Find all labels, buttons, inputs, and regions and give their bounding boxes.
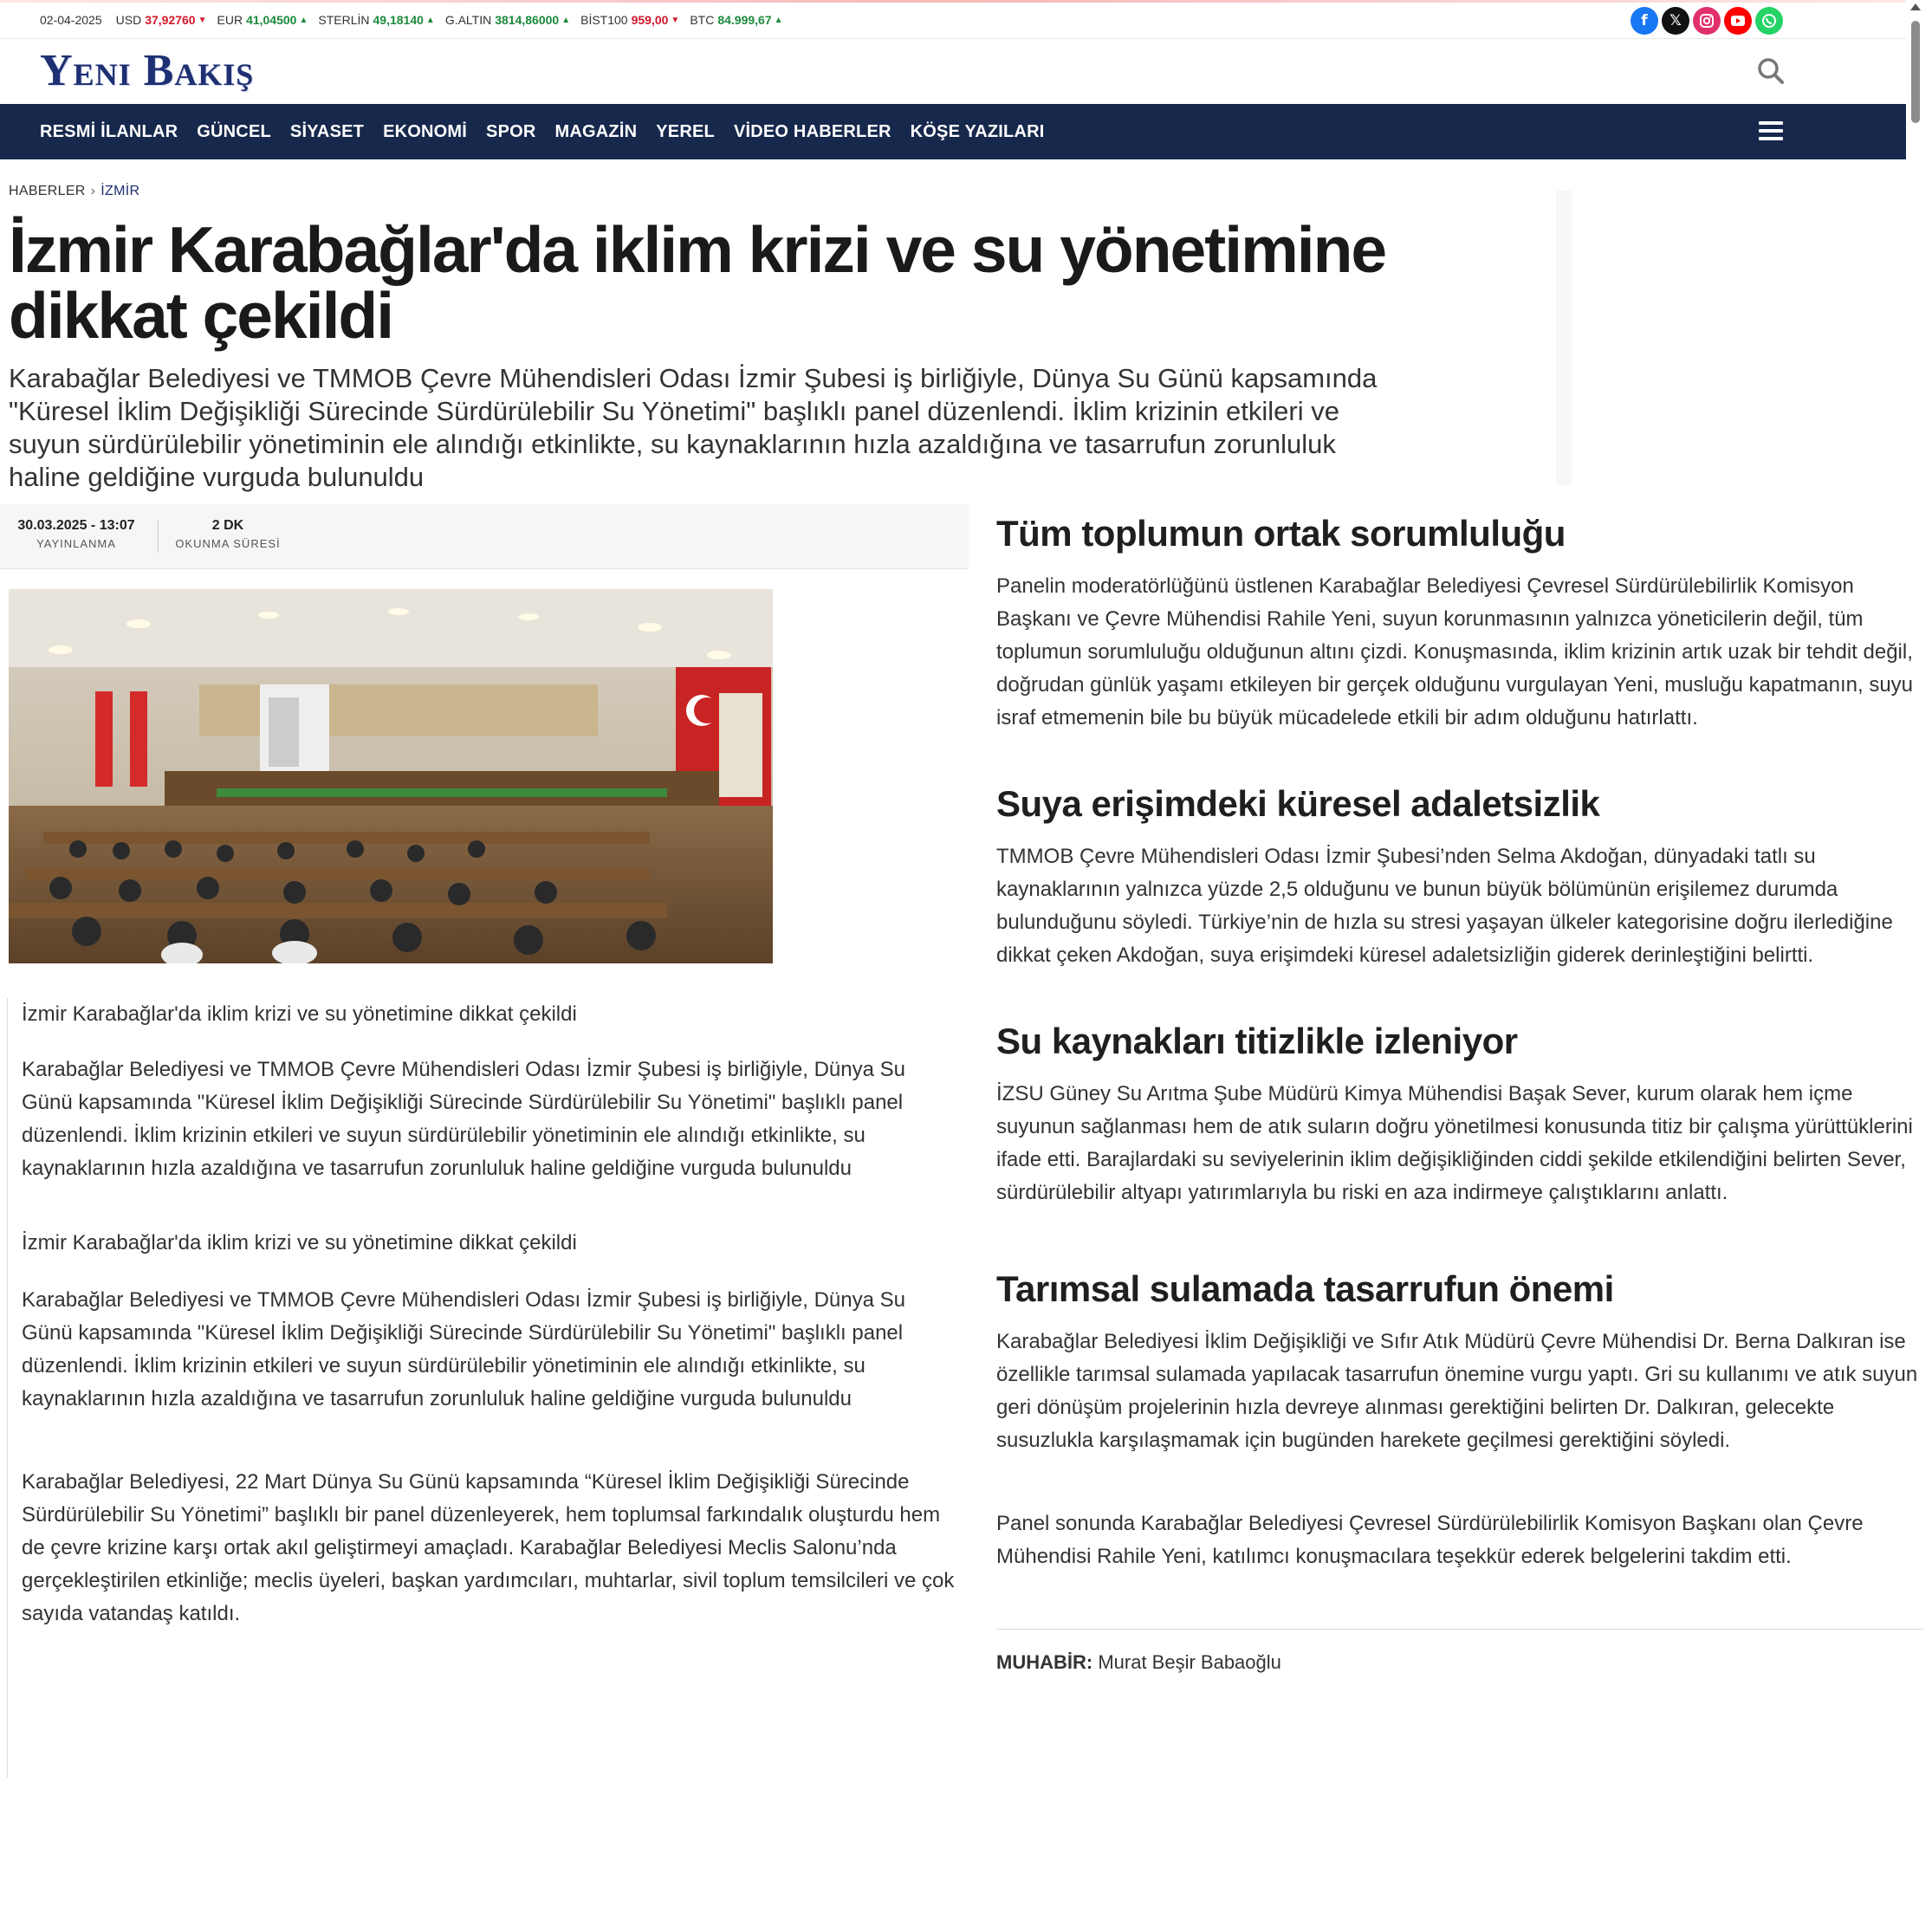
author-divider [996, 1629, 1923, 1630]
arrow-up-icon: ▲ [774, 15, 783, 25]
article-body-left [7, 998, 959, 1778]
reading-time: 2 DK OKUNMA SÜRESİ [175, 518, 281, 550]
instagram-icon[interactable] [1693, 7, 1721, 35]
article-photo[interactable] [9, 589, 773, 963]
body-paragraph: Karabağlar Belediyesi ve TMMOB Çevre Mühendisleri Odası İzmir Şubesi iş birliğiyle, Dünya Su Günü kapsamında "Küresel İklim Değişikliği Sürecinde Sürdürülebilir Su Yönetimi" başlıklı panel düzenlendi. İklim krizinin etkileri ve suyun sürdürülebilir yönetiminin ele alındığı etkinlikte, su kaynaklarının hızla azaldığına ve tasarrufun zorunluluk haline geldiğine vurguda bulunuldu [22, 1058, 905, 1180]
ticker-item-eur[interactable]: EUR 41,04500 ▲ [217, 13, 308, 27]
body-paragraph: Karabağlar Belediyesi, 22 Mart Dünya Su Günü kapsamında “Küresel İklim Değişikliği Sürecinde Sürdürülebilir Su Yönetimi” başlıklı bir panel düzenleyerek, hem toplumsal farkındalık oluşturdu hem de çevre krizine karşı ortak akıl geliştirmeyi amaçladı. Karabağlar Belediyesi Meclis Salonu’nda gerçekleştirilen etkinliğe; meclis üyeleri, başkan yardımcıları, muhtarlar, sivil toplum temsilcileri ve çok sayıda vatandaş katıldı. [22, 1470, 955, 1625]
ticker-item-galtin[interactable]: G.ALTIN 3814,86000 ▲ [444, 13, 571, 27]
meta-divider [158, 520, 159, 553]
body-paragraph: Karabağlar Belediyesi ve TMMOB Çevre Mühendisleri Odası İzmir Şubesi iş birliğiyle, Dünya Su Günü kapsamında "Küresel İklim Değişikliği Sürecinde Sürdürülebilir Su Yönetimi" başlıklı panel düzenlendi. İklim krizinin etkileri ve suyun sürdürülebilir yönetiminin ele alındığı etkinlikte, su kaynaklarının hızla azaldığına ve tasarrufun zorunluluk haline geldiğine vurguda bulunuldu [22, 1288, 905, 1410]
ticker-item-bist100[interactable]: BİST100 959,00 ▼ [580, 13, 680, 27]
nav-item-ekonomi[interactable]: EKONOMİ [383, 121, 468, 141]
arrow-up-icon: ▲ [299, 15, 308, 25]
author-label: MUHABİR: [996, 1651, 1093, 1673]
whatsapp-icon[interactable] [1755, 7, 1783, 35]
facebook-icon[interactable]: f [1631, 7, 1658, 35]
chevron-right-icon: › [90, 184, 96, 198]
nav-item-kose-yazilari[interactable]: KÖŞE YAZILARI [910, 121, 1045, 141]
breadcrumb-current[interactable]: İZMİR [100, 184, 140, 198]
body-paragraph: İzmir Karabağlar'da iklim krizi ve su yönetimine dikkat çekildi [22, 1231, 577, 1255]
closing-paragraph: Panel sonunda Karabağlar Belediyesi Çevresel Sürdürülebilirlik Komisyon Başkanı olan Çevre Mühendisi Rahile Yeni, katılımcı konuşmacılara teşekkür ederek belgelerini takdim etti. [996, 1512, 1864, 1568]
breadcrumb-home[interactable]: HABERLER [9, 184, 86, 198]
section-heading: Suya erişimdeki küresel adaletsizlik [996, 783, 1600, 824]
nav-item-yerel[interactable]: YEREL [656, 121, 715, 141]
arrow-down-icon: ▼ [198, 15, 207, 25]
arrow-up-icon: ▲ [425, 15, 435, 25]
site-logo[interactable]: Yeni Bakış [40, 46, 255, 95]
article-lead: Karabağlar Belediyesi ve TMMOB Çevre Mühendisleri Odası İzmir Şubesi iş birliğiyle, Dünya Su Günü kapsamında "Küresel İklim Değişikliği Sürecinde Sürdürülebilir Su Yönetimi" başlıklı panel düzenlendi. İklim krizinin etkileri ve suyun sürdürülebilir yönetiminin ele alındığı etkinlikte, su kaynaklarının hızla azaldığına ve tasarrufun zorunluluk haline geldiğine vurguda bulunuldu [9, 363, 1378, 492]
ticker-item-btc[interactable]: BTC 84.999,67 ▲ [690, 13, 783, 27]
ticker-item-usd[interactable]: USD 37,92760 ▼ [115, 13, 207, 27]
section-paragraph: TMMOB Çevre Mühendisleri Odası İzmir Şubesi’nden Selma Akdoğan, dünyadaki tatlı su kaynaklarının yalnızca yüzde 2,5 olduğunu ve bunun büyük bölümünün erişilemez durumda bulunduğunu söyledi. Türkiye’nin de hızla su stresi yaşayan ülkeler kategorisine doğru ilerlediğine dikkat çeken Akdoğan, suya erişimdeki küresel adaletsizliğin giderek derinleştiğini belirtti. [996, 845, 1893, 967]
published-date: 30.03.2025 - 13:07 YAYINLANMA [17, 518, 135, 550]
section-heading: Tarımsal sulamada tasarrufun önemi [996, 1268, 1614, 1309]
search-icon[interactable] [1754, 54, 1788, 88]
section-heading: Tüm toplumun ortak sorumluluğu [996, 513, 1566, 554]
ticker-item-sterlin[interactable]: STERLİN 49,18140 ▲ [318, 13, 435, 27]
breadcrumb [9, 184, 139, 199]
nav-item-resmi-ilanlar[interactable]: RESMİ İLANLAR [40, 121, 178, 141]
section-paragraph: İZSU Güney Su Arıtma Şube Müdürü Kimya Mühendisi Başak Sever, kurum olarak hem içme suyunun sağlanması hem de atık suların doğru yönetilmesi konusunda titiz bir çalışma yürüttüklerini ifade etti. Barajlardaki su seviyelerinin iklim değişikliğinden ciddi şekilde etkilendiğini belirten Sever, sürdürülebilir altyapı yatırımlarıyla bu riski en aza indirmeye çalıştıklarını anlattı. [996, 1082, 1913, 1204]
author-name[interactable]: Murat Beşir Babaoğlu [1098, 1651, 1281, 1673]
main-navigation [0, 104, 1906, 159]
arrow-up-icon: ▲ [561, 15, 571, 25]
market-ticker [40, 10, 794, 29]
body-paragraph: İzmir Karabağlar'da iklim krizi ve su yönetimine dikkat çekildi [22, 1002, 577, 1026]
nav-item-spor[interactable]: SPOR [486, 121, 536, 141]
youtube-icon[interactable] [1724, 7, 1752, 35]
hamburger-menu-icon[interactable] [1759, 121, 1783, 142]
author-credit [996, 1651, 1281, 1674]
x-icon[interactable]: 𝕏 [1662, 7, 1689, 35]
conference-hall-image [9, 589, 773, 963]
scroll-up-arrow-icon[interactable] [1910, 3, 1921, 10]
top-accent-line [0, 0, 1906, 3]
arrow-down-icon: ▼ [671, 15, 680, 25]
article-title: İzmir Karabağlar'da iklim krizi ve su yönetimine dikkat çekildi [9, 213, 1386, 352]
scrollbar-thumb[interactable] [1911, 21, 1920, 123]
section-paragraph: Karabağlar Belediyesi İklim Değişikliği ve Sıfır Atık Müdürü Çevre Mühendisi Dr. Berna Dalkıran ise özellikle tarımsal sulamada yapılacak tasarrufun önemine vurgu yaptı. Gri su kullanımı ve atık suyun geri dönüşüm projelerinin hızla devreye alınması gerektiğini belirten Dr. Dalkıran, gelecekte susuzlukla karşılaşmamak için bugünden harekete geçilmesi gerektiğini söyledi. [996, 1330, 1918, 1452]
section-heading: Su kaynakları titizlikle izleniyor [996, 1021, 1518, 1061]
header-divider [0, 38, 1906, 39]
ticker-date: 02-04-2025 [40, 13, 102, 27]
nav-item-magazin[interactable]: MAGAZİN [554, 121, 638, 141]
sidebar-ad-placeholder [1556, 191, 1572, 485]
nav-item-guncel[interactable]: GÜNCEL [197, 121, 271, 141]
social-links [1631, 7, 1783, 35]
section-paragraph: Panelin moderatörlüğünü üstlenen Karabağlar Belediyesi Çevresel Sürdürülebilirlik Komisyon Başkanı ve Çevre Mühendisi Rahile Yeni, suyun korunmasının yalnızca yöneticilerin değil, tüm toplumun sorumluluğu olduğunun altını çizdi. Konuşmasında, iklim krizinin artık uzak bir tehdit değil, doğrudan günlük yaşamı etkileyen bir gerçek olduğunu vurgulayan Yeni, musluğu kapatmanın, suyu israf etmemenin bile bu büyük mücadelede etkili bir adım olduğunu hatırlattı. [996, 574, 1914, 729]
article-meta-bar [0, 504, 969, 569]
nav-item-video-haberler[interactable]: VİDEO HABERLER [733, 121, 891, 141]
nav-item-siyaset[interactable]: SİYASET [289, 121, 365, 141]
